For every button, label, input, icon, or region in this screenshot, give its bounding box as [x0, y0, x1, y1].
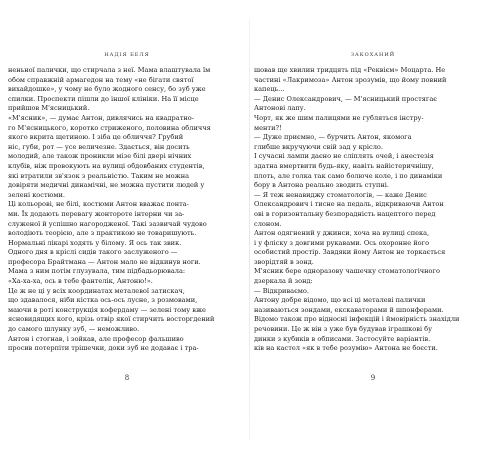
- text-line: особистий простір. Завдяки йому Антон не торкається: [254, 248, 446, 257]
- text-line: Антон одягнений у джинси, хоча на вулиці спека,: [254, 229, 430, 238]
- text-line: Чорт, як же шим палицями не губляться інстру-: [254, 113, 424, 122]
- running-header-left: НАДІЯ БЕЛЯ: [104, 52, 150, 58]
- text-line: — Я теж ненавиджу стоматологів, — каже Денис: [254, 190, 427, 199]
- text-line: го М'ясницького, коротко стриженого, половина обличчя: [8, 123, 211, 132]
- text-line: клубів, ніж провокують на вулиці обдовбаних студентів,: [8, 161, 205, 170]
- text-line: довіряти медичні динамічні, не можна пустити людей у: [8, 181, 205, 190]
- text-line: Це ж не ці у всіх координатах металевої затискач,: [8, 286, 185, 295]
- text-line: ові в горизонтальну безпорадність нацептого перед: [254, 209, 436, 218]
- text-line: ми. Їх додають перевагу жонтороте інтерни чи за-: [8, 209, 185, 218]
- text-line: спилки. Проспекти пішли до іншої клініки. На її місце: [8, 94, 199, 103]
- text-line: які втратили зв'язок з реальністю. Таким не можна: [8, 171, 190, 180]
- text-line: капець...: [254, 85, 285, 94]
- text-line: ніс, губи, рот — усе величезне. Здається, він досить: [8, 142, 190, 151]
- spine-gutter: [249, 20, 250, 440]
- text-line: слоном.: [254, 219, 282, 228]
- text-line: Нормальні лікарі ходять у білому. Я ось так звик.: [8, 238, 182, 247]
- text-line: «М'ясник», — думає Антон, дивлячись на квадратно-: [8, 113, 194, 122]
- text-line: Антону добре відомо, що всі ці металеві палички: [254, 296, 426, 305]
- page-number-left: 8: [124, 374, 130, 382]
- page-text-right: [254, 66, 492, 354]
- text-line: дзеркала й зонд:: [254, 277, 313, 286]
- text-line: — Денис Олександрович, — М'ясницький простягає: [254, 94, 437, 103]
- text-line: бору в Антона реально зводить ступні.: [254, 181, 389, 190]
- text-line: якого вкрита щетиною. І зіба це обличчя? Грубий: [8, 133, 184, 142]
- text-line: до самого шлунку зуб, — неможливо.: [8, 325, 140, 334]
- text-line: динки з кубиків в обписами. Застосуйте варіантів.: [254, 334, 431, 343]
- text-line: глибше вкручуючи свій зад у крісло.: [254, 142, 383, 151]
- text-line: Відомо також про відносні інфекцій і ймовірність знахідли: [254, 315, 460, 324]
- text-line: ків на кастел «як в тебе розумію» Антона не боєсти.: [254, 344, 438, 353]
- text-line: речовини. Це ж він з уже був будував іграшкові бу: [254, 325, 432, 334]
- left-page: [8, 0, 246, 450]
- text-line: ясновидящих кого, крізь отвір якої стирчить восторгдений: [8, 315, 215, 324]
- text-line: зворідтяй в зонд.: [254, 257, 314, 266]
- text-line: І сучасні лампи даєно не сліплять очей, і анестезія: [254, 152, 434, 161]
- text-line: Олександрович і тисне на педаль, відкриваючи Антон: [254, 200, 444, 209]
- running-header-right: ЗАКОХАНИЙ: [350, 52, 396, 58]
- text-line: менти?!: [254, 123, 282, 132]
- text-line: неньної палички, що стирчала з неї. Мама влаштувала їм: [8, 66, 211, 74]
- text-line: Антонові лапу.: [254, 104, 306, 113]
- right-page: [254, 0, 492, 450]
- text-line: — Відкриваємо.: [254, 286, 309, 295]
- text-line: вихайдошке», у чому не було жодного сенсу, бо зуб уже: [8, 85, 206, 94]
- text-line: обом справжній армагедон на тему «не бігати святої: [8, 75, 194, 84]
- text-line: Ці кольорові, не білі, костюми Антон вважає понта-: [8, 200, 189, 209]
- text-line: «Ха-ха-ха, ось в тебе фантелік, Антоню!».: [8, 277, 153, 286]
- text-line: — Дуже приємно, — бурчить Антон, якомога: [254, 133, 412, 142]
- text-line: здатна вмертвити будь-яку, навіть найістеричнішу,: [254, 161, 434, 170]
- text-line: Антон і стогнав, і зойкав, але професор фальшиво: [8, 334, 184, 343]
- text-line: Одного дня в кріслі сидів такого заслуженого —: [8, 248, 178, 257]
- text-line: що здавалося, ніби кістка ось-ось лусне, з розмовами,: [8, 296, 198, 305]
- page-text-left: [8, 66, 246, 354]
- text-line: просив потерпіти трішечки, доки зуб не додаває і тра-: [8, 344, 199, 353]
- text-line: володіють теорією, але з практикою не товаришують.: [8, 229, 197, 238]
- text-line: частині «Лакримоза» Антон зрозумів, що йому повний: [254, 75, 447, 84]
- text-line: служеної й успішно нагородженої. Такі зазвичай чудово: [8, 219, 207, 228]
- text-line: плоть, але голка так само болюче коле, і по динаміки: [254, 171, 443, 180]
- text-line: називаються зондами, екскаваторами й шпонферами.: [254, 305, 444, 314]
- page-number-right: 9: [370, 374, 376, 382]
- text-line: професора Брайтмана — Антон мало не відкинув ноги.: [8, 257, 201, 266]
- text-line: зелені костюми.: [8, 190, 65, 199]
- text-line: і у фліску з довгими рукавами. Ось охоронне його: [254, 238, 430, 247]
- text-line: шовав ще хвилин тридцять під «Реквієм» Моцарта. Не: [254, 66, 446, 74]
- text-line: М'ясник бере одноразову чашечку стоматологічного: [254, 267, 440, 276]
- text-line: прийшов М'ясницький.: [8, 104, 90, 113]
- text-line: Мама з ним потім глузувала, тим підбадьорювала:: [8, 267, 186, 276]
- text-line: маючи в роті конструкція кофердаму — зелені тому вже: [8, 305, 206, 314]
- text-line: молодий, але також проникли мізе білі двері нічних: [8, 152, 192, 161]
